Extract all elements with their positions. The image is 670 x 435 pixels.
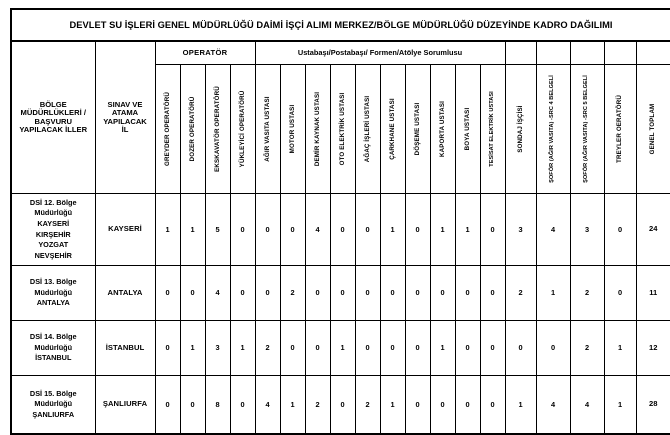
cell-value: 2 <box>305 376 330 435</box>
cell-value: 0 <box>455 376 480 435</box>
title-row <box>11 9 670 41</box>
cell-value: 4 <box>305 194 330 266</box>
cell-value: 0 <box>355 266 380 321</box>
cell-value: 1 <box>430 194 455 266</box>
cell-value: 0 <box>480 266 505 321</box>
cell-value: 0 <box>230 376 255 435</box>
cell-value: 2 <box>505 266 536 321</box>
cell-value: 0 <box>380 321 405 376</box>
cell-value: 0 <box>330 376 355 435</box>
col-header-label: MOTOR USTASI <box>288 104 296 154</box>
cell-value: 0 <box>430 266 455 321</box>
col-header-sofor-src5 <box>570 65 604 194</box>
cell-value: 5 <box>205 194 230 266</box>
cell-value: 0 <box>604 266 636 321</box>
group-header-ustabasi: Ustabaşı/Postabaşı/ Formen/Atölye Sorumlusu <box>255 41 505 65</box>
cell-value: 1 <box>180 194 205 266</box>
group-header-blank-sondaj <box>505 41 536 65</box>
col-header-kaporta-ustasi <box>430 65 455 194</box>
col-header-label: AĞAÇ İŞLERİ USTASI <box>363 95 371 163</box>
cell-value: 0 <box>355 194 380 266</box>
row-province-name: ANTALYA <box>95 266 155 321</box>
header-region-column <box>11 41 95 194</box>
cell-value: 0 <box>180 376 205 435</box>
region-line: KAYSERİ <box>37 218 70 228</box>
kadro-table <box>10 8 670 435</box>
cell-value: 2 <box>280 266 305 321</box>
row-region-name <box>11 321 95 376</box>
row-region-name <box>11 194 95 266</box>
row-province-name: İSTANBUL <box>95 321 155 376</box>
cell-value: 0 <box>405 321 430 376</box>
cell-value: 1 <box>604 376 636 435</box>
cell-value: 0 <box>480 321 505 376</box>
cell-value: 0 <box>280 194 305 266</box>
col-header-label: AĞIR VASITA USTASI <box>263 96 271 162</box>
col-header-label: ŞOFÖR (AĞIR VASITA) -SRC 4 BELGELİ <box>549 75 556 183</box>
group-header-blank-src5 <box>570 41 604 65</box>
col-header-carkhane-ustasi <box>380 65 405 194</box>
cell-value: 1 <box>230 321 255 376</box>
cell-value: 0 <box>405 266 430 321</box>
cell-value: 0 <box>155 376 180 435</box>
region-line: İSTANBUL <box>35 353 72 363</box>
cell-value: 1 <box>155 194 180 266</box>
col-header-label: BOYA USTASI <box>463 107 471 151</box>
header-province-line-1: SINAV VE <box>107 99 143 109</box>
page-title: DEVLET SU İŞLERİ GENEL MÜDÜRLÜĞÜ DAİMİ İŞÇİ ALIMI MERKEZ/BÖLGE MÜDÜRLÜĞÜ DÜZEYİNDE KADRO DAĞILIMI <box>11 9 670 41</box>
col-header-label: TREYLER OERATÖRÜ <box>615 95 623 163</box>
cell-value: 0 <box>305 266 330 321</box>
row-province-name: KAYSERİ <box>95 194 155 266</box>
region-line: NEVŞEHİR <box>34 250 72 260</box>
region-line: Müdürlüğü <box>34 342 73 352</box>
col-header-label: SONDAJ İŞÇİSİ <box>516 105 524 153</box>
cell-value: 0 <box>430 376 455 435</box>
col-header-agac-isleri-ustasi <box>355 65 380 194</box>
col-header-tesisat-elektrik-ustasi <box>480 65 505 194</box>
cell-value: 4 <box>536 376 570 435</box>
col-header-label: GREYDER OPERATÖRÜ <box>163 92 171 166</box>
region-line: YOZGAT <box>38 240 69 250</box>
header-province-column <box>95 41 155 194</box>
header-region-line-2: MÜDÜRLÜKLERİ / <box>20 108 86 118</box>
cell-value: 0 <box>505 321 536 376</box>
cell-row-total: 24 <box>636 194 670 266</box>
cell-value: 0 <box>255 266 280 321</box>
cell-value: 2 <box>255 321 280 376</box>
col-header-label: DÖŞEME USTASI <box>413 102 421 156</box>
region-line: DSİ 13. Bölge <box>29 277 77 287</box>
cell-value: 0 <box>455 266 480 321</box>
cell-value: 0 <box>604 194 636 266</box>
col-header-label: OTO ELEKTRİK USTASI <box>338 92 346 166</box>
cell-value: 1 <box>380 194 405 266</box>
cell-value: 0 <box>480 194 505 266</box>
col-header-label: ÇARKHANE USTASI <box>388 98 396 160</box>
cell-value: 1 <box>380 376 405 435</box>
cell-value: 1 <box>455 194 480 266</box>
region-line: DSİ 15. Bölge <box>29 388 77 398</box>
region-line: Müdürlüğü <box>34 208 73 218</box>
cell-value: 0 <box>230 194 255 266</box>
header-province-line-2: ATAMA <box>111 108 139 118</box>
row-region-name <box>11 376 95 435</box>
cell-value: 2 <box>570 321 604 376</box>
col-header-sondaj-iscisi <box>505 65 536 194</box>
col-header-yukleyici-operatoru <box>230 65 255 194</box>
cell-value: 0 <box>155 321 180 376</box>
region-line: DSİ 12. Bölge <box>29 197 77 207</box>
col-header-sofor-src4 <box>536 65 570 194</box>
table-row <box>11 321 670 376</box>
cell-row-total: 12 <box>636 321 670 376</box>
header-province-line-3: YAPILACAK <box>103 116 147 126</box>
cell-value: 0 <box>330 194 355 266</box>
col-header-oto-elektrik-ustasi <box>330 65 355 194</box>
table-row <box>11 194 670 266</box>
row-region-name <box>11 266 95 321</box>
cell-value: 0 <box>305 321 330 376</box>
cell-value: 1 <box>330 321 355 376</box>
header-region-line-4: YAPILACAK İLLER <box>19 124 88 134</box>
col-header-demir-kaynak-ustasi <box>305 65 330 194</box>
header-region-line-3: BAŞVURU <box>34 116 73 126</box>
group-header-blank-src4 <box>536 41 570 65</box>
region-line: Müdürlüğü <box>34 399 73 409</box>
cell-value: 0 <box>230 266 255 321</box>
cell-value: 1 <box>536 266 570 321</box>
header-region-line-1: BÖLGE <box>39 99 67 109</box>
cell-value: 1 <box>280 376 305 435</box>
cell-value: 3 <box>205 321 230 376</box>
cell-value: 0 <box>330 266 355 321</box>
cell-value: 1 <box>505 376 536 435</box>
col-header-boya-ustasi <box>455 65 480 194</box>
col-header-dozer-operatoru <box>180 65 205 194</box>
cell-value: 0 <box>405 194 430 266</box>
col-header-label: EKSKAVATÖR OPERATÖRÜ <box>213 86 221 172</box>
group-header-blank-total <box>636 41 670 65</box>
col-header-label: DEMİR KAYNAK USTASI <box>313 91 321 167</box>
region-line: Müdürlüğü <box>34 287 73 297</box>
cell-value: 1 <box>180 321 205 376</box>
col-header-label: GENEL TOPLAM <box>649 103 657 155</box>
cell-value: 0 <box>455 321 480 376</box>
cell-value: 4 <box>255 376 280 435</box>
col-header-label: YÜKLEYİCİ OPERATÖRÜ <box>238 90 246 168</box>
row-province-name: ŞANLIURFA <box>95 376 155 435</box>
col-header-label: TESİSAT ELEKTRİK USTASI <box>488 91 495 167</box>
group-header-operator: OPERATÖR <box>155 41 255 65</box>
cell-value: 0 <box>280 321 305 376</box>
col-header-motor-ustasi <box>280 65 305 194</box>
cell-value: 1 <box>430 321 455 376</box>
cell-value: 0 <box>380 266 405 321</box>
region-line: DSİ 14. Bölge <box>29 332 77 342</box>
col-header-label: DOZER OPERATÖRÜ <box>188 96 196 162</box>
col-header-label: KAPORTA USTASI <box>438 101 446 157</box>
col-header-genel-toplam <box>636 65 670 194</box>
col-header-treyler-operatoru <box>604 65 636 194</box>
col-header-greyder-operatoru <box>155 65 180 194</box>
col-header-label: ŞOFÖR (AĞIR VASITA) -SRC 5 BELGELİ <box>583 75 590 183</box>
header-province-line-4: İL <box>121 124 129 134</box>
cell-value: 1 <box>604 321 636 376</box>
region-line: ANTALYA <box>36 298 70 308</box>
region-line: KIRŞEHİR <box>35 229 71 239</box>
col-header-ekskavator-operatoru <box>205 65 230 194</box>
cell-value: 0 <box>155 266 180 321</box>
col-header-agir-vasita-ustasi <box>255 65 280 194</box>
cell-value: 4 <box>536 194 570 266</box>
cell-value: 2 <box>355 376 380 435</box>
table-row <box>11 376 670 435</box>
cell-row-total: 11 <box>636 266 670 321</box>
cell-value: 4 <box>570 376 604 435</box>
cell-value: 2 <box>570 266 604 321</box>
group-header-row <box>11 41 670 65</box>
cell-value: 3 <box>570 194 604 266</box>
region-line: ŞANLIURFA <box>32 409 75 419</box>
cell-row-total: 28 <box>636 376 670 435</box>
cell-value: 0 <box>255 194 280 266</box>
cell-value: 8 <box>205 376 230 435</box>
cell-value: 0 <box>405 376 430 435</box>
cell-value: 0 <box>355 321 380 376</box>
group-header-blank-treyler <box>604 41 636 65</box>
cell-value: 3 <box>505 194 536 266</box>
col-header-doseme-ustasi <box>405 65 430 194</box>
cell-value: 0 <box>536 321 570 376</box>
cell-value: 0 <box>180 266 205 321</box>
table-row <box>11 266 670 321</box>
cell-value: 4 <box>205 266 230 321</box>
cell-value: 0 <box>480 376 505 435</box>
